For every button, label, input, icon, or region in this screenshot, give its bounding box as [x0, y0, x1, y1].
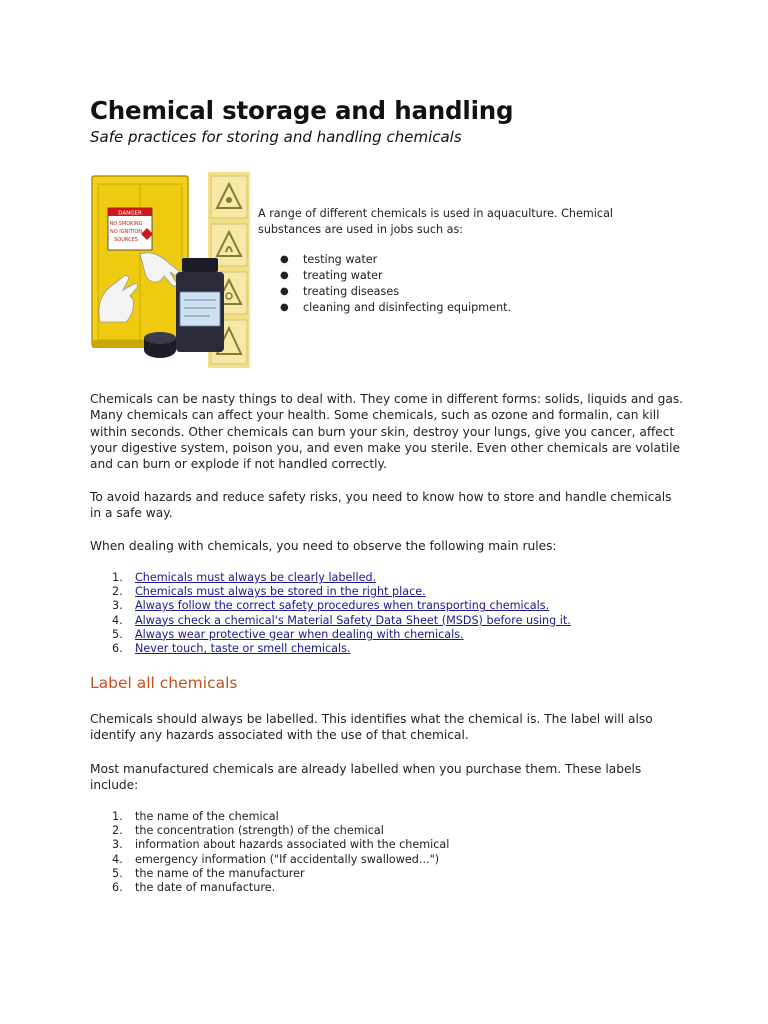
rule-item: 1. Chemicals must always be clearly labelled. [112, 571, 377, 584]
bullet-icon: ● [280, 286, 289, 297]
page-subtitle: Safe practices for storing and handling chemicals [90, 128, 462, 146]
list-item: ● cleaning and disinfecting equipment. [280, 301, 512, 314]
rule-link-stored[interactable]: Chemicals must always be stored in the right place. [135, 585, 426, 599]
bullet-icon: ● [280, 302, 289, 313]
rule-link-protective-gear[interactable]: Always wear protective gear when dealing with chemicals. [135, 627, 464, 641]
page-title: Chemical storage and handling [90, 96, 514, 125]
rule-item: 6. Never touch, taste or smell chemicals. [112, 642, 351, 656]
list-item: 5. the name of the manufacturer [112, 866, 305, 880]
label-paragraph: Chemicals should always be labelled. This identifies what the chemical is. The label will also identify any hazards associated with the use of that chemical. [90, 712, 653, 743]
avoid-hazards-paragraph: To avoid hazards and reduce safety risks, you need to know how to store and handle chemicals in a safe way. [90, 490, 672, 521]
sign-line-1: NO SMOKING [109, 221, 143, 227]
section-heading-label-chemicals: Label all chemicals [90, 674, 238, 692]
danger-sign-label: DANGER [118, 210, 142, 217]
list-item: ● testing water [280, 253, 378, 266]
hazards-paragraph: Chemicals can be nasty things to deal with. They come in different forms: solids, liquids and gas. Many chemicals can affect your health. Some chemicals, such as ozone and formalin, can kill within seconds. Other chemicals can burn your skin, destroy your lungs, give you cancer, affect your digestive system, poison you, and even make you sterile. Even other chemicals are volatile and can burn or explode if not handled correctly. [90, 392, 684, 472]
list-item: 2. the concentration (strength) of the chemical [112, 824, 384, 838]
list-item: 1. the name of the chemical [112, 810, 279, 823]
list-item: 4. emergency information ("If accidentally swallowed...") [112, 852, 440, 866]
rule-link-never-touch[interactable]: Never touch, taste or smell chemicals. [135, 642, 351, 656]
rule-item: 5. Always wear protective gear when dealing with chemicals. [112, 627, 464, 641]
job-list [258, 252, 658, 316]
intro-block [258, 206, 658, 316]
manufactured-paragraph: Most manufactured chemicals are already labelled when you purchase them. These labels include: [90, 762, 642, 793]
list-item: ● treating water [280, 269, 383, 282]
list-item: 3. information about hazards associated with the chemical [112, 838, 450, 852]
rule-item: 2. Chemicals must always be stored in the right place. [112, 585, 426, 599]
intro-text: A range of different chemicals is used in aquaculture. Chemical substances are used in jobs such as: [258, 207, 614, 236]
list-item: ● treating diseases [280, 285, 400, 298]
main-rules-intro: When dealing with chemicals, you need to observe the following main rules: [90, 539, 557, 553]
bullet-icon: ● [280, 254, 289, 265]
sign-line-2: NO IGNITION [109, 229, 143, 235]
list-item: 6. the date of manufacture. [112, 881, 276, 895]
main-rules-list [90, 571, 650, 656]
label-contents-list [90, 810, 650, 895]
rule-item: 4. Always check a chemical's Material Safety Data Sheet (MSDS) before using it. [112, 613, 571, 627]
sign-line-3: SOURCES [114, 237, 138, 243]
chemical-cabinet-illustration [90, 172, 250, 368]
rule-link-msds[interactable]: Always check a chemical's Material Safety Data Sheet (MSDS) before using it. [135, 613, 571, 627]
rule-link-transporting[interactable]: Always follow the correct safety procedures when transporting chemicals. [135, 599, 550, 613]
bullet-icon: ● [280, 270, 289, 281]
rule-link-labelled[interactable]: Chemicals must always be clearly labelled. [135, 571, 377, 584]
rule-item: 3. Always follow the correct safety procedures when transporting chemicals. [112, 599, 550, 613]
